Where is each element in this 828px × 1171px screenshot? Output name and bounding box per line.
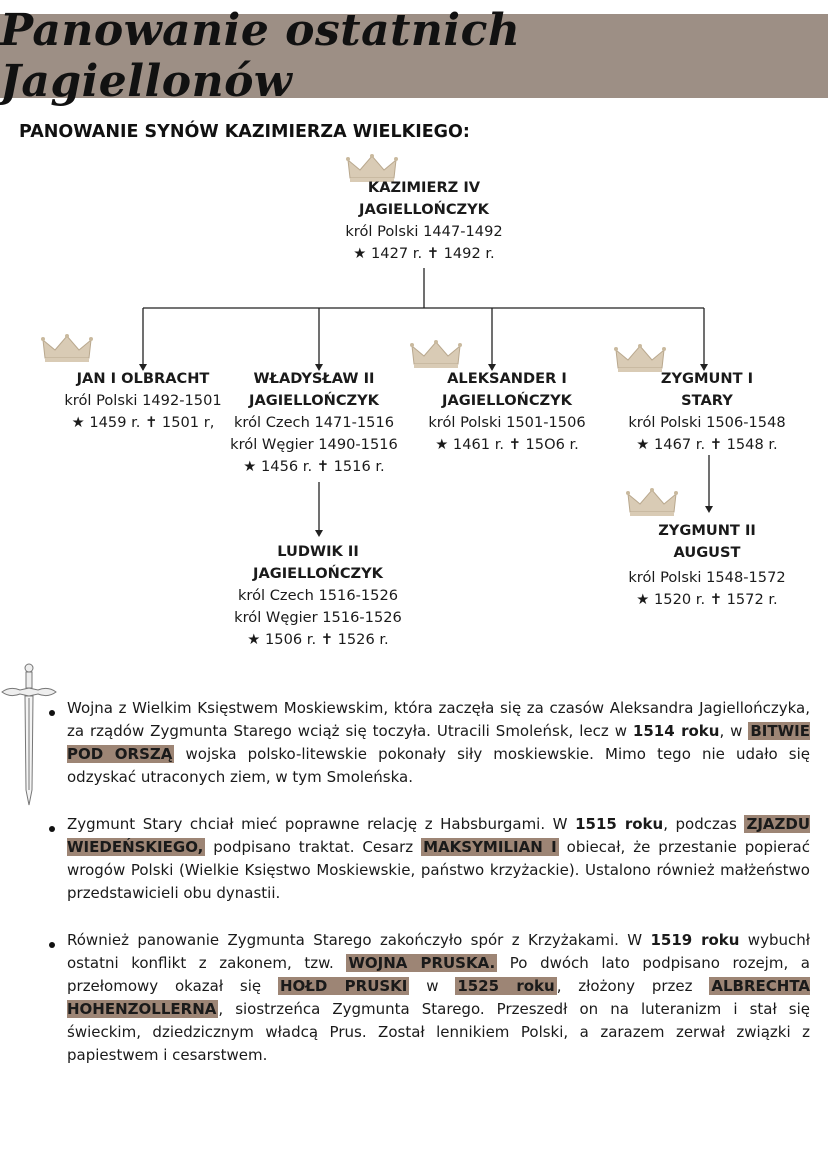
bullet-dot xyxy=(49,942,55,948)
highlight-term: WOJNA PRUSKA. xyxy=(348,954,496,972)
bold-year: 1519 roku xyxy=(650,931,740,949)
highlight-term: 1525 roku xyxy=(457,977,555,995)
node-jan-olbracht xyxy=(43,368,243,434)
bullet-text: , podczas xyxy=(663,815,745,833)
node-name: KAZIMIERZ IV xyxy=(367,179,481,196)
bullet-paragraph-3 xyxy=(67,929,810,1067)
node-dates: ★ 1461 r. ✝ 15O6 r. xyxy=(435,436,579,453)
highlight-term: HOŁD PRUSKI xyxy=(279,977,408,995)
highlight-term: ALBRECHTA HOHENZOLLERNA xyxy=(67,977,811,1018)
node-name: JAN I OLBRACHT xyxy=(76,370,210,387)
node-name: AUGUST xyxy=(673,544,741,561)
node-reign: król Węgier 1516-1526 xyxy=(234,609,402,626)
node-dates: ★ 1459 r. ✝ 1501 r, xyxy=(71,414,215,431)
node-reign: król Węgier 1490-1516 xyxy=(230,436,398,453)
bullet-text: Zygmunt Stary chciał mieć poprawne relację z Habsburgami. W xyxy=(67,815,576,833)
highlight-term: ZJAZDU WIEDEŃSKIEGO, xyxy=(67,815,811,856)
highlight-term: BITWIE POD ORSZĄ xyxy=(67,722,810,763)
node-reign: król Polski 1506-1548 xyxy=(628,414,786,431)
crown-icon xyxy=(626,488,678,518)
node-zygmunt-i xyxy=(607,368,807,456)
node-dates: ★ 1467 r. ✝ 1548 r. xyxy=(636,436,778,453)
node-name: STARY xyxy=(681,392,733,409)
bullet-text: wojska polsko-litewskie pokonały siły moskiewskie. Mimo tego nie udało się odzyskać utraconych ziem, w tym Smoleńska. xyxy=(67,745,811,786)
node-reign: król Czech 1516-1526 xyxy=(237,587,399,604)
bullet-text: , siostrzeńca Zygmunta Starego. Przeszedł on na luteranizm i stał się świeckim, dziedzicznym władcą Prus. Został lennikiem Polski, a zarazem zerwał związki z papiestwem i cesarstwem. xyxy=(67,1000,810,1064)
node-name: ZYGMUNT I xyxy=(660,370,754,387)
node-wladyslaw-ii xyxy=(214,368,414,478)
node-name: JAGIELLOŃCZYK xyxy=(249,392,379,409)
node-name: WŁADYSŁAW II xyxy=(253,370,375,387)
bullet-dot xyxy=(49,826,55,832)
bullet-text: podpisano traktat. Cesarz xyxy=(205,838,422,856)
bullet-text: , w xyxy=(719,722,749,740)
node-name: LUDWIK II xyxy=(277,543,359,560)
node-kazimierz-iv xyxy=(324,177,524,265)
node-dates: ★ 1506 r. ✝ 1526 r. xyxy=(247,631,389,648)
node-name: JAGIELLOŃCZYK xyxy=(359,201,489,218)
section-heading: PANOWANIE SYNÓW KAZIMIERZA WIELKIEGO: xyxy=(19,122,470,142)
node-reign: król Polski 1492-1501 xyxy=(64,392,222,409)
crown-icon xyxy=(410,340,462,370)
node-name: JAGIELLOŃCZYK xyxy=(442,392,572,409)
node-name: ALEKSANDER I xyxy=(447,370,567,387)
node-zygmunt-ii-august xyxy=(607,520,807,611)
bullet-text: Wojna z Wielkim Księstwem Moskiewskim, która zaczęła się za czasów Aleksandra Jagiellończyka, za rządów Zygmunta Starego wciąż się toczyła. Utracili Smoleńsk, lecz w xyxy=(67,699,810,740)
node-ludwik-ii xyxy=(218,541,418,651)
page-title: Panowanie ostatnich Jagiellonów xyxy=(0,5,521,107)
node-dates: ★ 1456 r. ✝ 1516 r. xyxy=(243,458,385,475)
bullet-paragraph-2 xyxy=(67,813,810,905)
crown-icon xyxy=(41,334,93,364)
node-name: JAGIELLOŃCZYK xyxy=(253,565,383,582)
node-aleksander-i xyxy=(407,368,607,456)
node-reign: król Czech 1471-1516 xyxy=(233,414,395,431)
bold-year: 1515 roku xyxy=(575,815,664,833)
bullet-text: w xyxy=(409,977,456,995)
sword-icon xyxy=(0,662,58,807)
bullet-text: Po dwóch lato podpisano rozejm, a przełomowy okazał się xyxy=(67,954,811,995)
bullet-paragraph-1 xyxy=(67,697,810,789)
bullet-text: wybuchł ostatni konflikt z zakonem, tzw. xyxy=(67,931,810,972)
bold-year: 1514 roku xyxy=(632,722,720,740)
bullet-text: Również panowanie Zygmunta Starego zakończyło spór z Krzyżakami. W xyxy=(67,931,651,949)
node-reign: król Polski 1447-1492 xyxy=(345,223,503,240)
node-reign: król Polski 1548-1572 xyxy=(628,569,786,586)
bullet-text: obiecał, że przestanie popierać wrogów Polski (Wielkie Księstwo Moskiewskie, państwo krzyżackie). Ustalono również małżeństwo przedstawicieli obu dynastii. xyxy=(67,838,810,902)
bullet-text: , złożony przez xyxy=(556,977,710,995)
node-reign: król Polski 1501-1506 xyxy=(428,414,586,431)
node-dates: ★ 1520 r. ✝ 1572 r. xyxy=(636,591,778,608)
bullet-dot xyxy=(49,710,55,716)
node-dates: ★ 1427 r. ✝ 1492 r. xyxy=(353,245,495,262)
node-name: ZYGMUNT II xyxy=(658,522,756,539)
highlight-term: MAKSYMILIAN I xyxy=(423,838,557,856)
